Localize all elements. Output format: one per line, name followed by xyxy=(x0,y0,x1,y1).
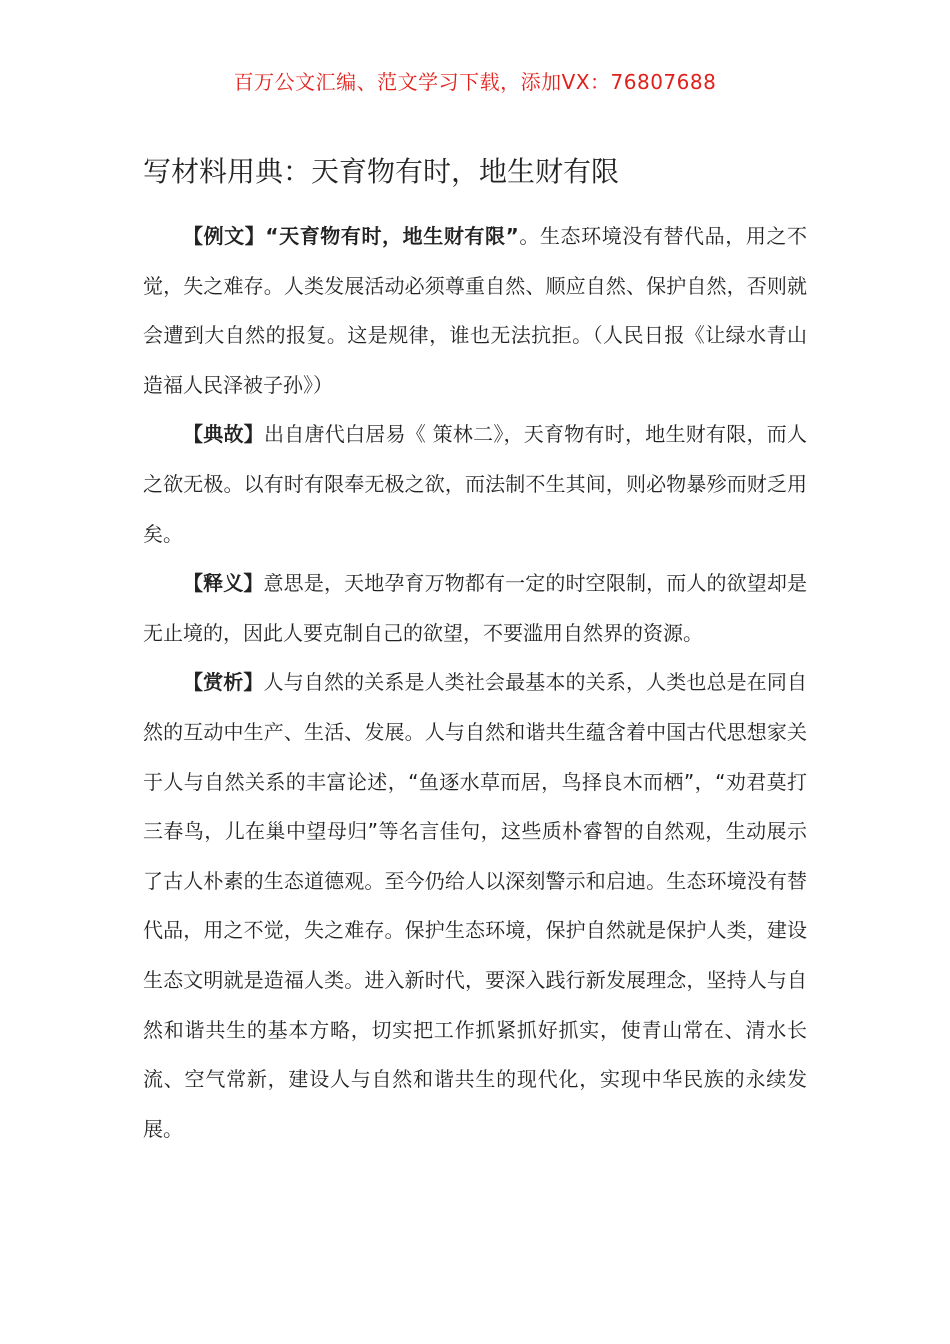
analysis-label: 【赏析】 xyxy=(183,670,264,695)
example-label: 【例文】 xyxy=(183,224,266,248)
example-paragraph xyxy=(143,212,807,410)
meaning-paragraph xyxy=(143,559,807,658)
download-notice-header: 百万公文汇编、范文学习下载，添加VX：76807688 xyxy=(233,70,717,94)
meaning-text: 意思是，天地孕育万物都有一定的时空限制，而人的欲望却是无止境的，因此人要克制自己的欲望，不要滥用自然界的资源。 xyxy=(143,571,808,645)
allusion-label: 【典故】 xyxy=(183,422,264,447)
document-title: 写材料用典：天育物有时，地生财有限 xyxy=(143,155,620,188)
document-body xyxy=(143,212,807,1154)
analysis-paragraph xyxy=(143,658,807,1154)
allusion-paragraph xyxy=(143,410,807,559)
example-quote: “天育物有时，地生财有限” xyxy=(265,224,519,248)
analysis-text: 人与自然的关系是人类社会最基本的关系，人类也总是在同自然的互动中生产、生活、发展。人与自然和谐共生蕴含着中国古代思想家关于人与自然关系的丰富论述，“鱼逐水草而居，鸟择良木而栖”，“劝君莫打三春鸟，儿在巢中望母归”等名言佳句，这些质朴睿智的自然观，生动展示了古人朴素的生态道德观。至今仍给人以深刻警示和启迪。生态环境没有替代品，用之不觉，失之难存。保护生态环境，保护自然就是保护人类，建设生态文明就是造福人类。进入新时代，要深入践行新发展理念，坚持人与自然和谐共生的基本方略，切实把工作抓紧抓好抓实，使青山常在、清水长流、空气常新，建设人与自然和谐共生的现代化，实现中华民族的永续发展。 xyxy=(143,670,808,1141)
meaning-label: 【释义】 xyxy=(183,571,264,596)
allusion-text: 出自唐代白居易《 策林二》，天育物有时，地生财有限，而人之欲无极。以有时有限奉无极之欲，而法制不生其间，则必物暴殄而财乏用矣。 xyxy=(143,422,808,546)
example-text: 。生态环境没有替代品，用之不觉，失之难存。人类发展活动必须尊重自然、顺应自然、保护自然，否则就会遭到大自然的报复。这是规律，谁也无法抗拒。（人民日报《让绿水青山造福人民泽被子孙》） xyxy=(143,224,808,397)
